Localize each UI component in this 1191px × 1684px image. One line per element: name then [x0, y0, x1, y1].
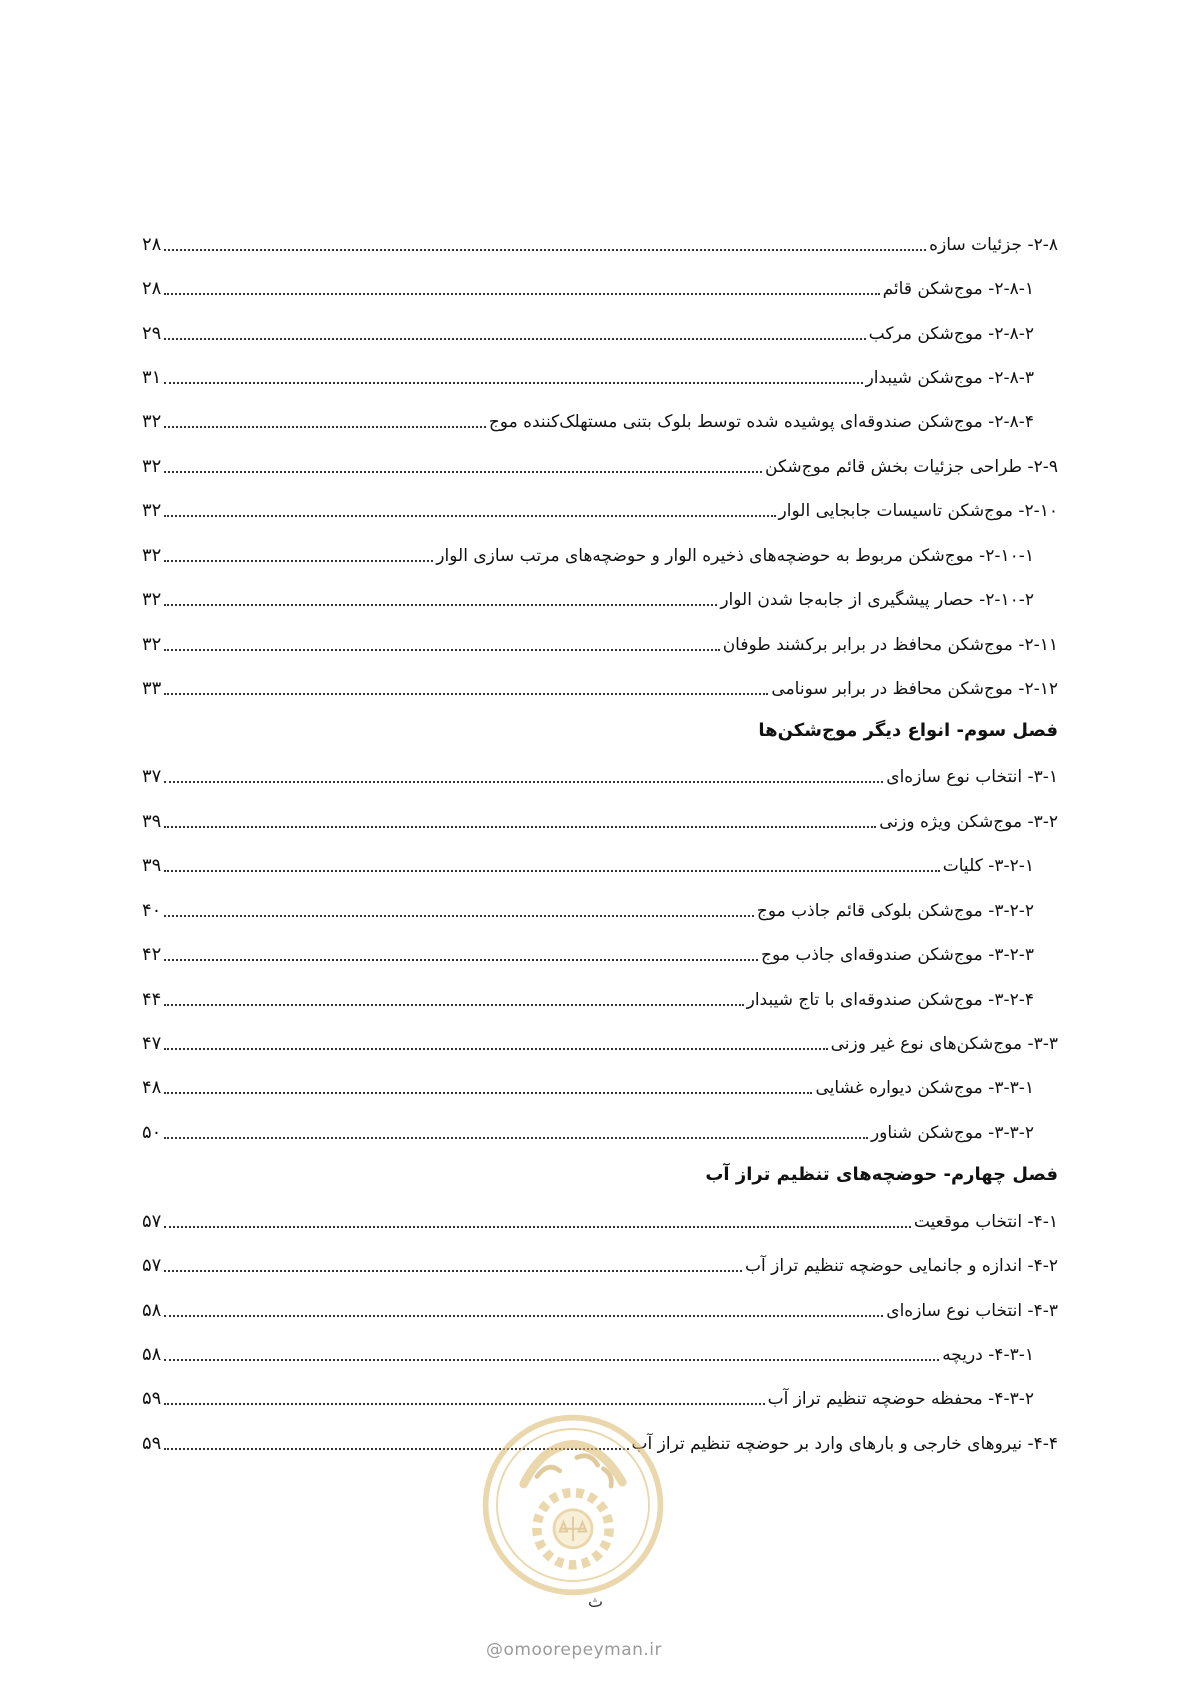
toc-entry-label: ۲-۹- طراحی جزئیات بخش قائم موج‌شکن: [765, 457, 1058, 477]
toc-entry-page: ۵۷: [142, 1211, 162, 1232]
toc-entry[interactable]: [142, 1193, 1058, 1233]
website-watermark: @omoorepeyman.ir: [486, 1640, 663, 1660]
leader-dots: [164, 649, 719, 651]
page-number: ث: [587, 1592, 604, 1611]
toc-entry[interactable]: [142, 616, 1058, 656]
toc-entry-page: ۳۲: [142, 411, 162, 432]
toc-entry[interactable]: [142, 1059, 1058, 1099]
toc-entry-page: ۳۱: [142, 367, 162, 388]
toc-entry-page: ۲۸: [142, 278, 162, 299]
toc-entry[interactable]: [142, 216, 1058, 256]
toc-entry-page: ۵۸: [142, 1300, 162, 1321]
toc-entry-page: ۳۷: [142, 766, 162, 787]
toc-entry-label: ۲-۱۰-۲- حصار پیشگیری از جابه‌جا شدن الوار: [720, 590, 1034, 610]
toc-entry-label: ۲-۱۰- موج‌شکن تاسیسات جابجایی الوار: [778, 501, 1058, 521]
toc-entry-label: ۳-۲-۲- موج‌شکن بلوکی قائم جاذب موج: [756, 901, 1034, 921]
leader-dots: [164, 560, 433, 562]
toc-entry-label: ۲-۸- جزئیات سازه: [929, 235, 1058, 255]
leader-dots: [164, 338, 865, 340]
toc-entry-page: ۵۸: [142, 1344, 162, 1365]
toc-entry-label: ۴-۲- اندازه و جانمایی حوضچه تنظیم تراز آب: [745, 1256, 1058, 1276]
leader-dots: [164, 1315, 883, 1317]
toc-entry[interactable]: [142, 971, 1058, 1011]
toc-entry-label: ۴-۳- انتخاب نوع سازه‌ای: [886, 1301, 1058, 1321]
toc-entry[interactable]: [142, 260, 1058, 300]
publisher-seal-watermark: [478, 1410, 668, 1600]
toc-entry-label: ۳-۳-۲- موج‌شکن شناور: [870, 1123, 1034, 1143]
toc-entry-page: ۴۲: [142, 944, 162, 965]
toc-entry-label: ۳-۲-۴- موج‌شکن صندوقه‌ای با تاج شیبدار: [746, 990, 1034, 1010]
leader-dots: [164, 781, 883, 783]
toc-entry-page: ۳۲: [142, 545, 162, 566]
toc-entry-page: ۴۰: [142, 900, 162, 921]
leader-dots: [164, 959, 758, 961]
leader-dots: [164, 693, 768, 695]
toc-entry[interactable]: [142, 438, 1058, 478]
leader-dots: [164, 293, 879, 295]
toc-entry-page: ۵۹: [142, 1433, 162, 1454]
leader-dots: [164, 515, 775, 517]
leader-dots: [164, 1270, 742, 1272]
toc-entry-label: ۲-۱۱- موج‌شکن محافظ در برابر برکشند طوفان: [722, 635, 1058, 655]
toc-entry-page: ۳۲: [142, 589, 162, 610]
toc-entry[interactable]: [142, 482, 1058, 522]
leader-dots: [164, 604, 717, 606]
toc-entry-page: ۳۲: [142, 456, 162, 477]
toc-entry[interactable]: [142, 660, 1058, 700]
toc-entry[interactable]: [142, 1237, 1058, 1277]
toc-entry-label: ۲-۸-۲- موج‌شکن مرکب: [868, 324, 1034, 344]
leader-dots: [164, 1092, 812, 1094]
leader-dots: [164, 1359, 939, 1361]
toc-entry-page: ۳۲: [142, 500, 162, 521]
toc-entry[interactable]: [142, 748, 1058, 788]
leader-dots: [164, 1048, 827, 1050]
toc-entry-label: ۳-۱- انتخاب نوع سازه‌ای: [886, 767, 1058, 787]
toc-entry-page: ۵۹: [142, 1388, 162, 1409]
toc-entry[interactable]: [142, 1326, 1058, 1366]
toc-entry[interactable]: [142, 1282, 1058, 1322]
leader-dots: [164, 826, 876, 828]
toc-entry-page: ۲۹: [142, 323, 162, 344]
toc-entry[interactable]: [142, 882, 1058, 922]
toc-entry[interactable]: [142, 793, 1058, 833]
toc-entry-page: ۳۹: [142, 855, 162, 876]
toc-entry[interactable]: [142, 571, 1058, 611]
toc-entry[interactable]: [142, 527, 1058, 567]
toc-entry-label: ۳-۲- موج‌شکن ویژه وزنی: [879, 812, 1058, 832]
leader-dots: [164, 382, 862, 384]
toc-entry-page: ۳۹: [142, 811, 162, 832]
toc-entry-label: ۳-۳-۱- موج‌شکن دیواره غشایی: [815, 1078, 1034, 1098]
toc-entry-label: ۲-۱۰-۱- موج‌شکن مربوط به حوضچه‌های ذخیره الوار و حوضچه‌های مرتب سازی الوار: [436, 546, 1034, 566]
toc-entry-page: ۴۸: [142, 1077, 162, 1098]
leader-dots: [164, 1226, 911, 1228]
toc-entry-label: ۴-۳-۱- دریچه: [942, 1345, 1034, 1365]
toc-entry-page: ۳۲: [142, 634, 162, 655]
leader-dots: [164, 1137, 868, 1139]
toc-entry-page: ۴۷: [142, 1033, 162, 1054]
toc-entry-label: ۲-۸-۴- موج‌شکن صندوقه‌ای پوشیده شده توسط بلوک بتنی مستهلک‌کننده موج: [488, 412, 1034, 432]
leader-dots: [164, 870, 939, 872]
toc-entry[interactable]: [142, 1015, 1058, 1055]
leader-dots: [164, 1403, 764, 1405]
leader-dots: [164, 249, 926, 251]
toc-entry-label: ۲-۸-۳- موج‌شکن شیبدار: [865, 368, 1034, 388]
toc-entry[interactable]: [142, 393, 1058, 433]
toc-entry[interactable]: [142, 349, 1058, 389]
toc-entry-page: ۳۳: [142, 678, 162, 699]
toc-entry-label: ۴-۱- انتخاب موقعیت: [913, 1212, 1058, 1232]
toc-entry-page: ۵۰: [142, 1122, 162, 1143]
toc-entry[interactable]: [142, 926, 1058, 966]
chapter-heading: فصل سوم- انواع دیگر موج‌شکن‌ها: [758, 720, 1058, 741]
toc-entry[interactable]: [142, 1370, 1058, 1410]
leader-dots: [164, 471, 762, 473]
toc-entry[interactable]: [142, 305, 1058, 345]
toc-entry-page: ۲۸: [142, 234, 162, 255]
toc-entry-page: ۵۷: [142, 1255, 162, 1276]
toc-entry[interactable]: [142, 1104, 1058, 1144]
toc-entry-label: ۲-۸-۱- موج‌شکن قائم: [882, 279, 1034, 299]
toc-entry-label: ۳-۲-۱- کلیات: [942, 856, 1034, 876]
toc-entry-label: ۲-۱۲- موج‌شکن محافظ در برابر سونامی: [771, 679, 1058, 699]
leader-dots: [164, 915, 754, 917]
toc-entry-label: ۳-۳- موج‌شکن‌های نوع غیر وزنی: [830, 1034, 1058, 1054]
toc-entry[interactable]: [142, 837, 1058, 877]
toc-entry-page: ۴۴: [142, 989, 162, 1010]
toc-entry-label: ۴-۴- نیروهای خارجی و بارهای وارد بر حوضچه تنظیم تراز آب: [631, 1434, 1058, 1454]
leader-dots: [164, 1004, 743, 1006]
toc-entry-label: ۴-۳-۲- محفظه حوضچه تنظیم تراز آب: [767, 1389, 1034, 1409]
toc-entry-label: ۳-۲-۳- موج‌شکن صندوقه‌ای جاذب موج: [761, 945, 1034, 965]
leader-dots: [164, 426, 485, 428]
chapter-heading: فصل چهارم- حوضچه‌های تنظیم تراز آب: [705, 1164, 1058, 1185]
